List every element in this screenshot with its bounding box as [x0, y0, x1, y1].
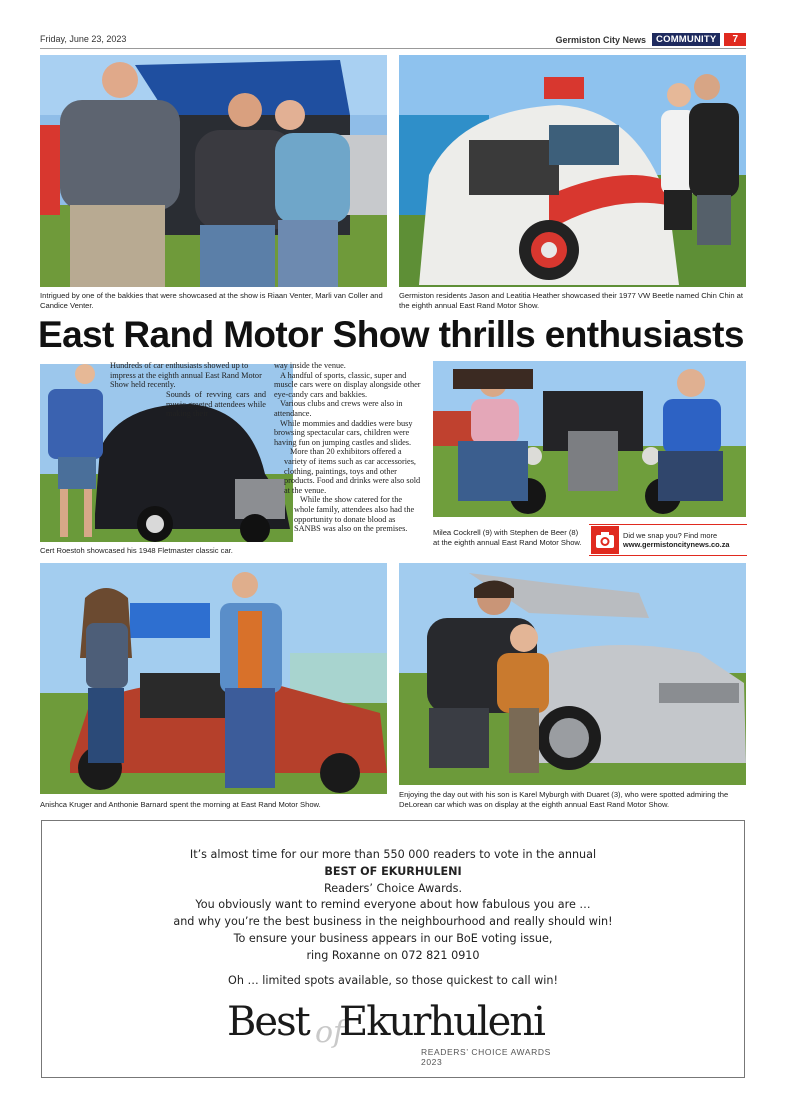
logo-word: Ekurhuleni [339, 999, 544, 1045]
issue-date: Friday, June 23, 2023 [40, 34, 127, 44]
photo-red-roadster [40, 563, 387, 794]
photo-caption: Intrigued by one of the bakkies that were showcased at the show is Riaan Venter, Marli van Coller and Candice Venter. [40, 291, 383, 310]
article-paragraph: A handful of sports, classic, super and muscle cars were on display alongside other eye-candy cars and bakkies. [274, 370, 421, 399]
article-paragraph: way inside the venue. [274, 361, 346, 370]
ad-line: To ensure your business appears in our BoE voting issue, [233, 931, 553, 945]
best-of-ekurhuleni-ad [41, 820, 745, 1078]
logo-subtitle: READERS’ CHOICE AWARDS 2023 [421, 1047, 551, 1067]
photo-caption: Cert Roestoh showcased his 1948 Fletmaster classic car. [40, 546, 233, 555]
article-paragraph: While the show catered for the whole family, attendees also had the opportunity to donate blood as SANBS was also on the premises. [294, 495, 415, 534]
photo-caption: Enjoying the day out with his son is Karel Myburgh with Duaret (3), who were spotted admiring the DeLorean car which was on display at the eighth annual East Rand Motor Show. [399, 790, 729, 809]
headline: East Rand Motor Show thrills enthusiasts [38, 314, 744, 355]
ad-copy [42, 847, 744, 989]
photo-caption: Milea Cockrell (9) with Stephen de Beer (8) at the eighth annual East Rand Motor Show. [433, 528, 582, 547]
article-paragraph: Hundreds of car enthusiasts showed up to impress at the eighth annual East Rand Motor Show held recently. [110, 361, 262, 390]
ad-phone: ring Roxanne on 072 821 0910 [306, 948, 480, 962]
article-paragraph: Sounds of revving cars and music greeted attendees while making their [166, 390, 266, 419]
snap-text [619, 531, 730, 550]
article-paragraph: More than 20 exhibitors offered a variety of items such as car accessories, clothing, paintings, toys and other products. Food and drinks were also sold at the venue. [284, 447, 421, 495]
photo-bakkie-group [40, 55, 387, 287]
ad-line: and why you’re the best business in the neighbourhood and really should win! [173, 915, 613, 929]
ad-line: It’s almost time for our more than 550 000 readers to vote in the annual [189, 848, 597, 861]
snap-promo [589, 524, 747, 556]
article-paragraph: While mommies and daddies were busy browsing spectacular cars, children were having fun on jumping castles and slides. [274, 418, 413, 447]
photo-caption: Anishca Kruger and Anthonie Barnard spent the morning at East Rand Motor Show. [40, 800, 321, 809]
photo-caption: Germiston residents Jason and Leatitia Heather showcased their 1977 VW Beetle named Chin Chin at the eighth annual East Rand Motor Show. [399, 291, 744, 310]
photo-kids-hotrod [433, 361, 746, 517]
article-col2 [274, 361, 422, 534]
article-col1 [110, 361, 265, 390]
photo-delorean [399, 563, 746, 785]
paper-name: Germiston City News [555, 34, 647, 45]
snap-line: Did we snap you? Find more [623, 530, 718, 540]
website-link[interactable]: www.germistoncitynews.co.za [623, 540, 730, 549]
ad-line: You obviously want to remind everyone about how fabulous you are … [195, 898, 591, 912]
article-col1-cont [166, 390, 266, 419]
article-paragraph: Various clubs and crews were also in attendance. [274, 399, 403, 418]
camera-icon [591, 526, 619, 554]
best-of-ekurhuleni-logo [227, 999, 567, 1069]
photo-vw-beetle [399, 55, 746, 287]
ad-line: Readers’ Choice Awards. [323, 881, 463, 895]
page-number: 7 [724, 33, 746, 46]
logo-word: Best [227, 999, 309, 1045]
ad-title: BEST OF EKURHULENI [324, 864, 462, 878]
ad-line: Oh … limited spots available, so those quickest to call win! [228, 973, 558, 987]
logo-word: of [315, 1015, 345, 1050]
section-label: COMMUNITY [652, 33, 720, 46]
masthead [556, 33, 746, 46]
header-rule [40, 48, 746, 49]
